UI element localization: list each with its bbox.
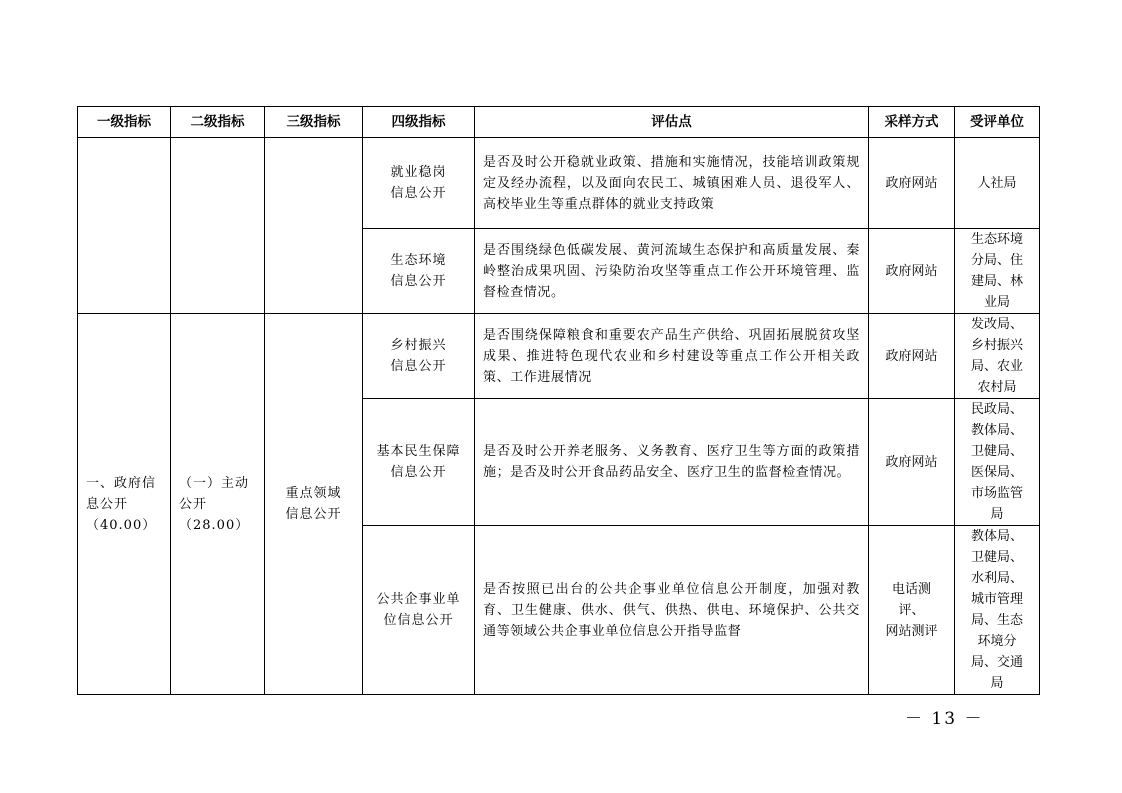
- level3-cell-empty: [265, 138, 363, 314]
- header-sampling-method: 采样方式: [869, 107, 955, 138]
- level4-cell: 公共企事业单 位信息公开: [363, 526, 475, 695]
- sampling-method-cell: 政府网站: [869, 314, 955, 399]
- level1-cell: 一、政府信息公开 （40.00）: [78, 314, 171, 695]
- header-level2: 二级指标: [171, 107, 265, 138]
- level1-cell-empty: [78, 138, 171, 314]
- evaluated-unit-cell: 民政局、 教体局、 卫健局、 医保局、 市场监管 局: [955, 399, 1040, 526]
- header-level4: 四级指标: [363, 107, 475, 138]
- level4-cell: 乡村振兴 信息公开: [363, 314, 475, 399]
- table-row: [78, 314, 1040, 399]
- header-level1: 一级指标: [78, 107, 171, 138]
- evaluated-unit-cell: 人社局: [955, 138, 1040, 229]
- table-row: [78, 138, 1040, 229]
- sampling-method-cell: 电话测 评、 网站测评: [869, 526, 955, 695]
- eval-point-cell: 是否及时公开稳就业政策、措施和实施情况，技能培训政策规定及经办流程，以及面向农民工、城镇困难人员、退役军人、高校毕业生等重点群体的就业支持政策: [475, 138, 869, 229]
- evaluated-unit-cell: 发改局、 乡村振兴 局、农业 农村局: [955, 314, 1040, 399]
- table-header-row: [78, 107, 1040, 138]
- level4-cell: 基本民生保障 信息公开: [363, 399, 475, 526]
- level4-cell: 就业稳岗 信息公开: [363, 138, 475, 229]
- sampling-method-cell: 政府网站: [869, 399, 955, 526]
- level3-cell: 重点领域 信息公开: [265, 314, 363, 695]
- page-number: － 13 －: [905, 709, 984, 729]
- level2-cell-empty: [171, 138, 265, 314]
- level2-cell: （一）主动公开 （28.00）: [171, 314, 265, 695]
- eval-point-cell: 是否及时公开养老服务、义务教育、医疗卫生等方面的政策措施；是否及时公开食品药品安全、医疗卫生的监督检查情况。: [475, 399, 869, 526]
- evaluated-unit-cell: 教体局、 卫健局、 水利局、 城市管理 局、生态 环境分 局、交通 局: [955, 526, 1040, 695]
- header-evaluated-unit: 受评单位: [955, 107, 1040, 138]
- sampling-method-cell: 政府网站: [869, 229, 955, 314]
- level4-cell: 生态环境 信息公开: [363, 229, 475, 314]
- header-eval-point: 评估点: [475, 107, 869, 138]
- eval-point-cell: 是否按照已出台的公共企事业单位信息公开制度，加强对教育、卫生健康、供水、供气、供热、供电、环境保护、公共交通等领域公共企事业单位信息公开指导监督: [475, 526, 869, 695]
- sampling-method-cell: 政府网站: [869, 138, 955, 229]
- evaluation-table: [77, 106, 1040, 695]
- evaluated-unit-cell: 生态环境 分局、住 建局、林 业局: [955, 229, 1040, 314]
- eval-point-cell: 是否围绕保障粮食和重要农产品生产供给、巩固拓展脱贫攻坚成果、推进特色现代农业和乡村建设等重点工作公开相关政策、工作进展情况: [475, 314, 869, 399]
- eval-point-cell: 是否围绕绿色低碳发展、黄河流域生态保护和高质量发展、秦岭整治成果巩固、污染防治攻坚等重点工作公开环境管理、监督检查情况。: [475, 229, 869, 314]
- header-level3: 三级指标: [265, 107, 363, 138]
